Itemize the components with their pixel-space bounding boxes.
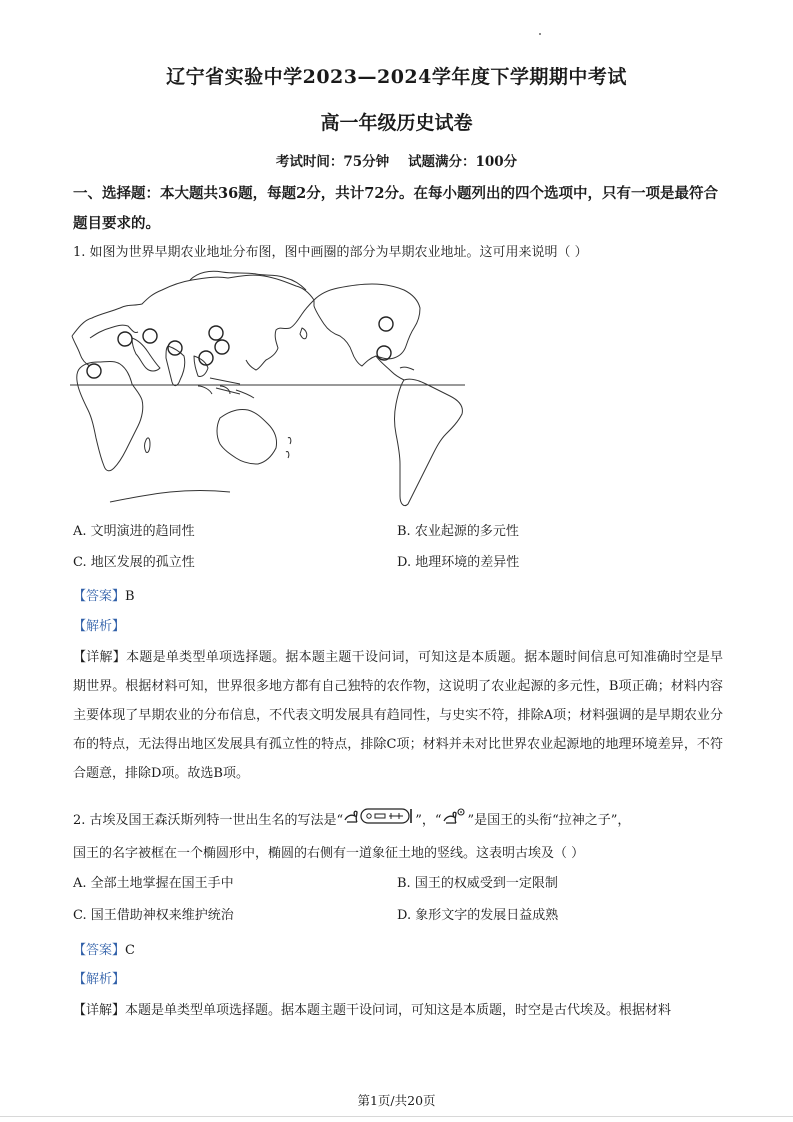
q1-detail-tag: 【详解】 [73,650,127,665]
map-coastline-north-asia [190,271,306,290]
map-coastline-new-zealand [286,437,291,458]
q2-analysis-tag: 【解析】 [73,972,126,987]
q1-option-b[interactable]: B. 农业起源的多元性 [397,524,519,539]
q1-answer-line [73,585,135,604]
agri-site-circle [168,341,182,355]
agri-site-circle [199,351,213,365]
map-coastline-madagascar [145,438,151,453]
agri-site-circle [118,332,132,346]
world-map [70,268,470,510]
map-coastline-arabia [132,338,160,371]
q2-detail-tag: 【详解】 [73,1003,126,1018]
hieroglyph-son-of-ra [441,806,467,835]
question-1-stem: 1. 如图为世界早期农业地址分布图，图中画圈的部分为早期农业地址。这可用来说明（ ） [73,245,588,260]
map-coastline-caribbean [400,367,414,370]
map-coastline-japan [300,328,307,339]
agri-site-circle [87,364,101,378]
q2-answer-tag: 【答案】 [73,943,126,958]
q1-option-d[interactable]: D. 地理环境的差异性 [397,555,520,570]
q2-option-a[interactable]: A. 全部土地掌握在国王手中 [73,876,234,891]
q1-option-c[interactable]: C. 地区发展的孤立性 [73,555,195,570]
question-2-stem [73,806,723,835]
footer-divider [0,1116,793,1117]
q2-detail-text: 本题是单类型单项选择题。据本题主题干设问词，可知这是本质题，时空是古代埃及。根据材料 [125,1003,672,1018]
map-southern-rim [110,491,230,503]
map-coastline-australia [217,409,277,464]
map-coastline-eurasia [72,275,314,370]
agri-site-circle [215,340,229,354]
son-of-ra-icon [441,806,467,826]
cartouche-icon [343,806,415,826]
question-2-stem-line2: 国王的名字被框在一个椭圆形中，椭圆的右侧有一道象征土地的竖线。这表明古埃及（ ） [73,846,585,861]
exam-title: 辽宁省实验中学2023—2024学年度下学期期中考试 [166,66,627,88]
map-coastline-south-america [395,379,463,505]
agri-site-circle [209,326,223,340]
q2-stem-part3: ”是国王的头衔“拉神之子”， [467,813,631,828]
q1-detail-text: 本题是单类型单项选择题。据本题主题干设问词，可知这是本质题。据本题时间信息可知准确时空是早期世界。根据材料可知，世界很多地方都有自己独特的农作物，这说明了农业起源的多元性，B项正确；材料内容主要体现了早期农业的分布信息，不代表文明发展具有趋同性，与史实不符，排除A项；材料强调的是早期农业分布的特点，无法得出地区发展具有孤立性的特点，排除C项；材料并未对比世界农业起源地的地理环境差异，不符合题意，排除D项。故选B项。 [73,650,723,781]
q2-option-d[interactable]: D. 象形文字的发展日益成熟 [397,908,559,923]
q1-detail [73,643,723,788]
q2-stem-part1: 2. 古埃及国王森沃斯列特一世出生名的写法是“ [73,813,344,828]
q1-answer-tag: 【答案】 [73,589,126,604]
q2-answer: C [125,943,135,958]
agri-site-circle [379,317,393,331]
q2-detail [73,996,723,1025]
page-footer: 第1页/共20页 [357,1093,436,1108]
map-coastline-indonesia [198,386,254,398]
q2-option-b[interactable]: B. 国王的权威受到一定限制 [397,876,558,891]
exam-subtitle: 高一年级历史试卷 [320,112,473,134]
map-coastline-africa [77,362,143,471]
q1-option-a[interactable]: A. 文明演进的趋同性 [73,524,195,539]
q1-answer: B [125,589,135,604]
world-map-figure [70,268,470,514]
scan-dot [539,33,541,35]
section-heading: 一、选择题：本大题共36题，每题2分，共计72分。在每小题列出的四个选项中，只有一项是最符合题目要求的。 [73,185,718,232]
q2-option-c[interactable]: C. 国王借助神权来维护统治 [73,908,234,923]
agri-site-circle [143,329,157,343]
q1-analysis-tag: 【解析】 [73,619,126,634]
q2-answer-line [73,939,135,958]
map-coastline-north-america [314,284,420,366]
hieroglyph-birth-name [343,806,415,835]
q2-stem-part2: ”，“ [415,813,442,828]
exam-info: 考试时间：75分钟 试题满分：100分 [275,154,518,170]
